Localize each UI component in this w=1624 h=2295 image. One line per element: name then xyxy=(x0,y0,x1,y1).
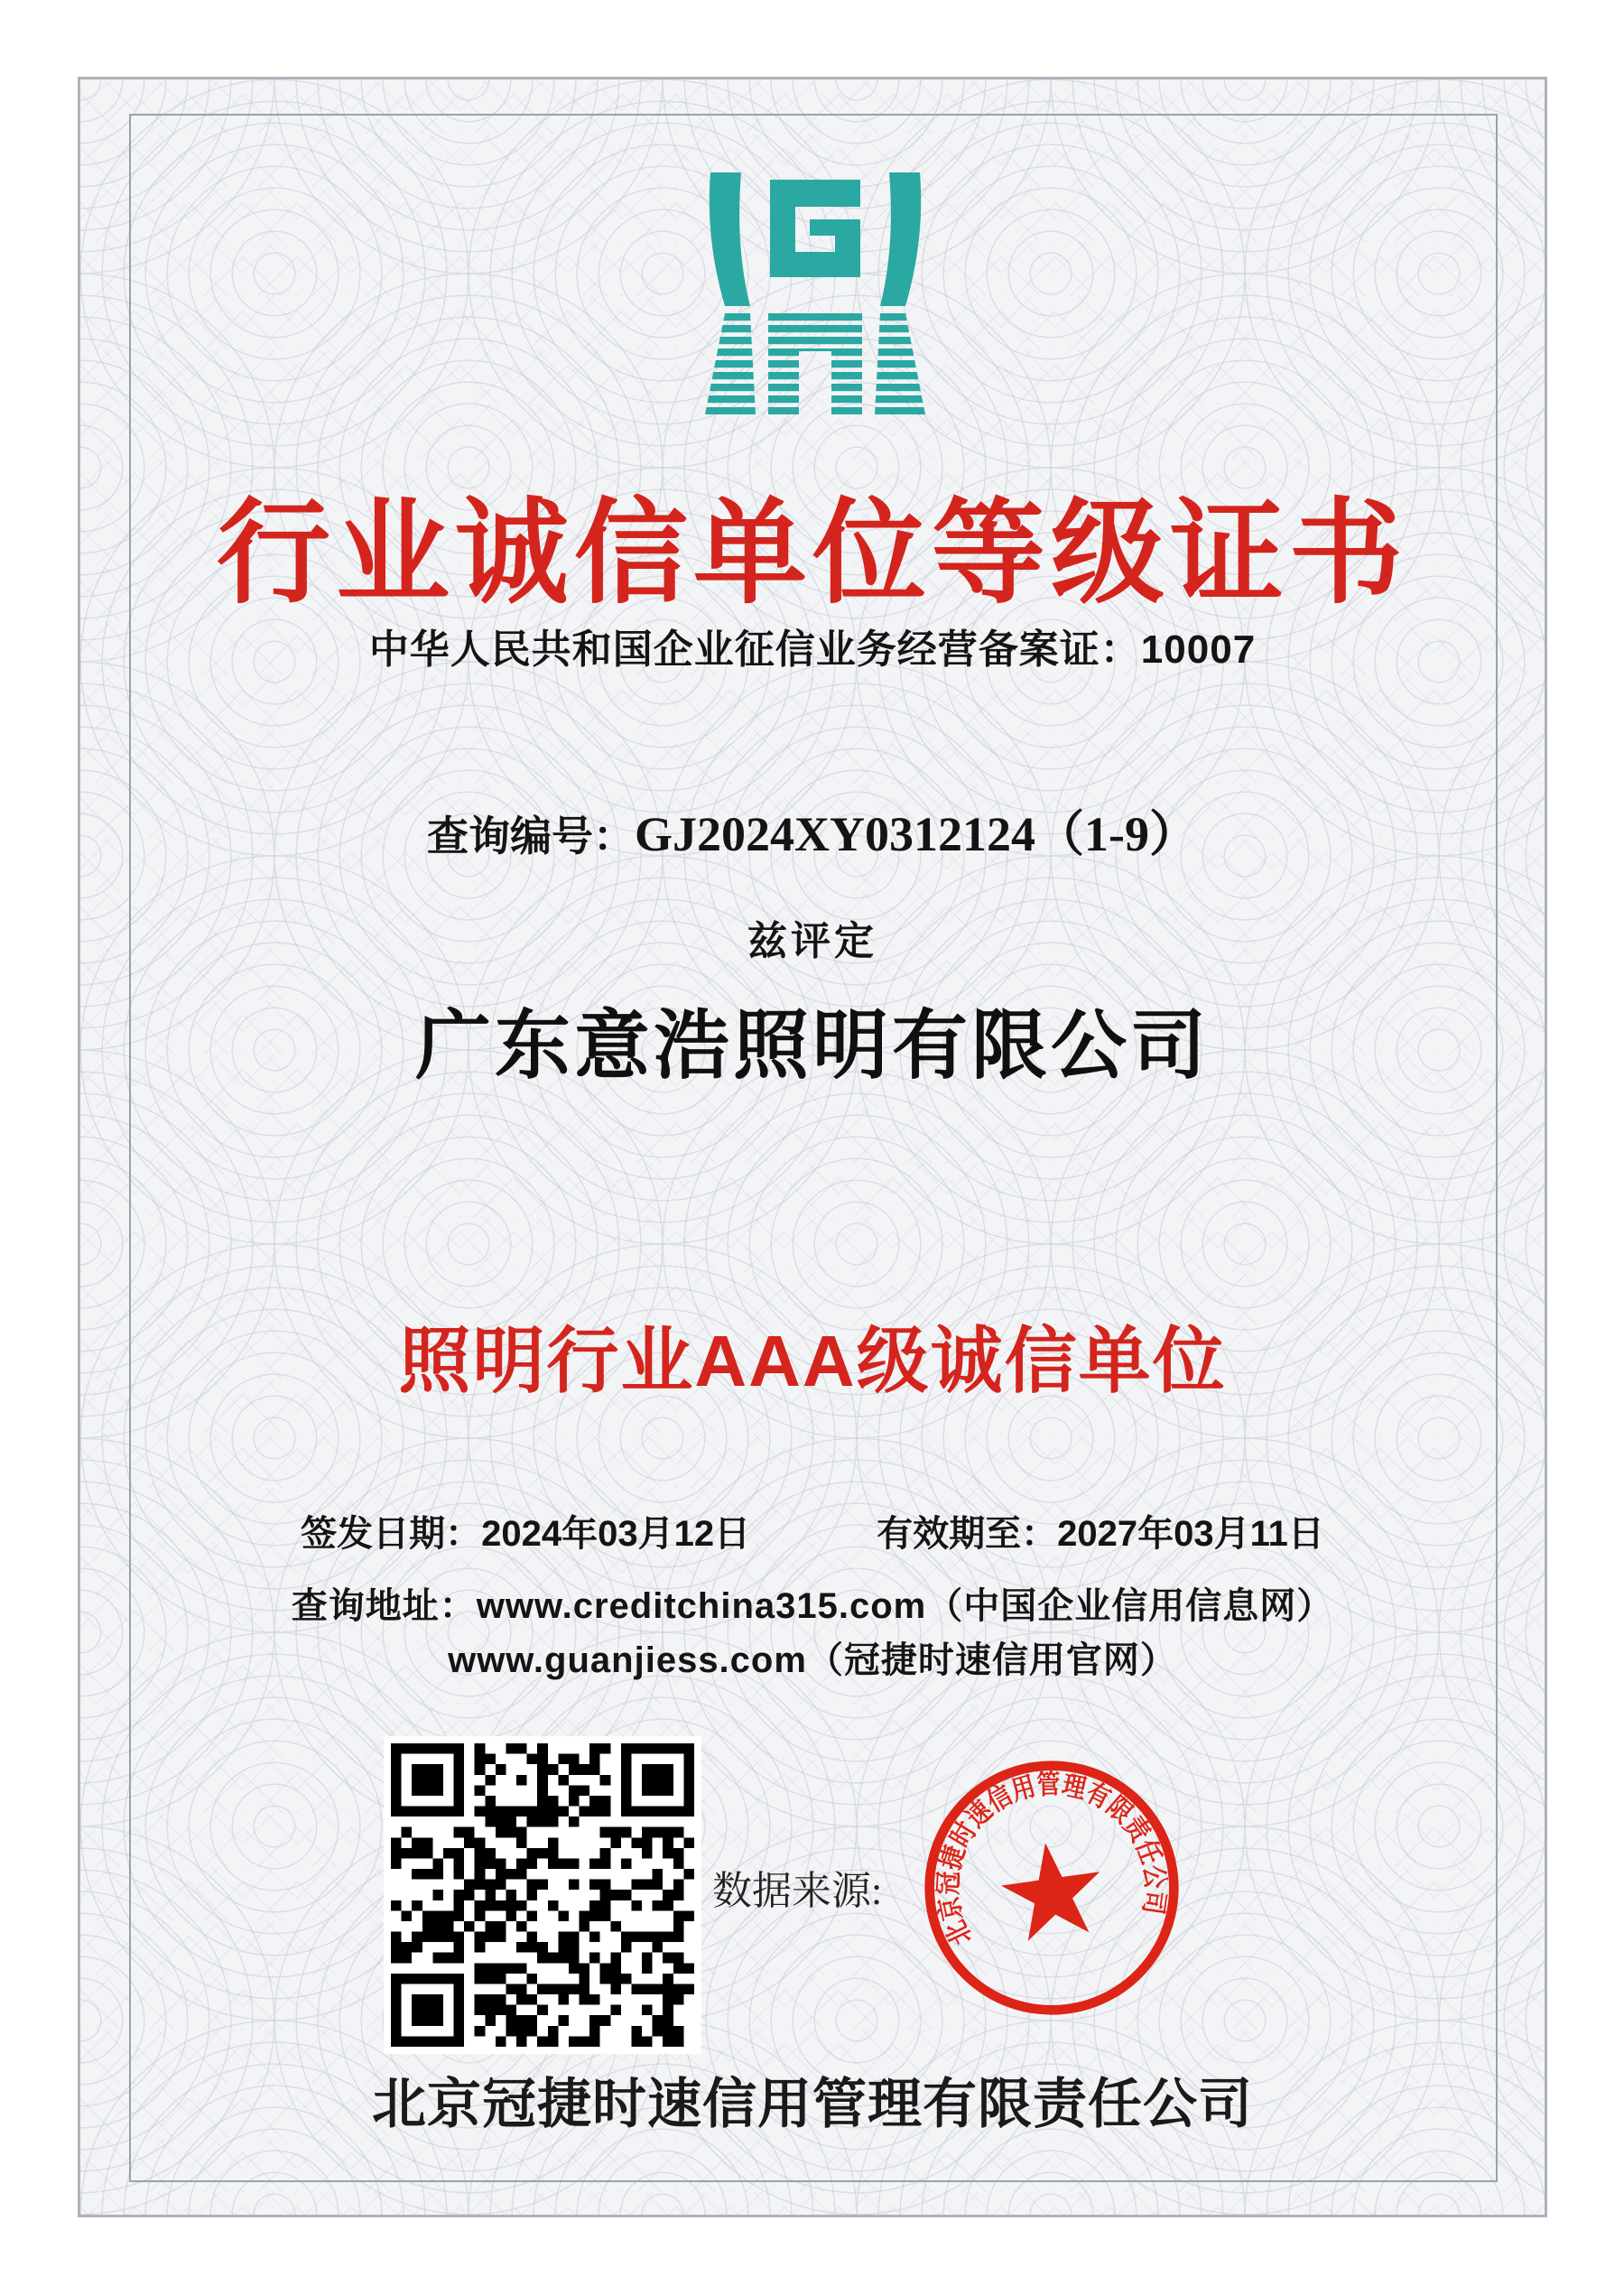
certificate-outer-frame xyxy=(78,77,1547,2217)
issue-date-value: 2024年03月12日 xyxy=(481,1514,751,1554)
hereby-label: 兹评定 xyxy=(747,919,877,963)
issuer-logo-icon xyxy=(698,172,933,418)
query-number-value: GJ2024XY0312124（1-9） xyxy=(635,807,1198,861)
issuer-company-name: 北京冠捷时速信用管理有限责任公司 xyxy=(372,2074,1253,2134)
data-source-label: 数据来源: xyxy=(712,1869,883,1913)
awarded-company-name: 广东意浩照明有限公司 xyxy=(414,1005,1210,1089)
valid-until-label: 有效期至： xyxy=(877,1514,1058,1554)
qr-code xyxy=(384,1736,701,2054)
dates-line xyxy=(80,1510,1545,1557)
issue-date-label: 签发日期： xyxy=(301,1514,482,1554)
stamp-text: 北京冠捷时速信用管理有限责任公司 xyxy=(933,1770,1171,1950)
stamp-star-icon xyxy=(996,1836,1108,1944)
query-address-line-1 xyxy=(80,1583,1545,1630)
qr-code-pattern xyxy=(391,1743,694,2047)
query-number-line xyxy=(80,807,1545,863)
query-address-site-1: www.creditchina315.com（中国企业信用信息网） xyxy=(476,1586,1334,1626)
certificate-subtitle: 中华人民共和国企业征信业务经营备案证：10007 xyxy=(368,627,1257,672)
query-number-label: 查询编号： xyxy=(427,813,635,859)
query-address-line-2 xyxy=(80,1637,1545,1684)
query-address-label: 查询地址： xyxy=(291,1586,477,1626)
query-address-site-2: www.guanjiess.com（冠捷时速信用官网） xyxy=(448,1640,1177,1680)
certificate-title: 行业诚信单位等级证书 xyxy=(217,489,1408,617)
issuer-stamp xyxy=(904,1740,1200,2036)
rating-title: 照明行业AAA级诚信单位 xyxy=(398,1321,1227,1401)
valid-until-value: 2027年03月11日 xyxy=(1057,1514,1324,1554)
